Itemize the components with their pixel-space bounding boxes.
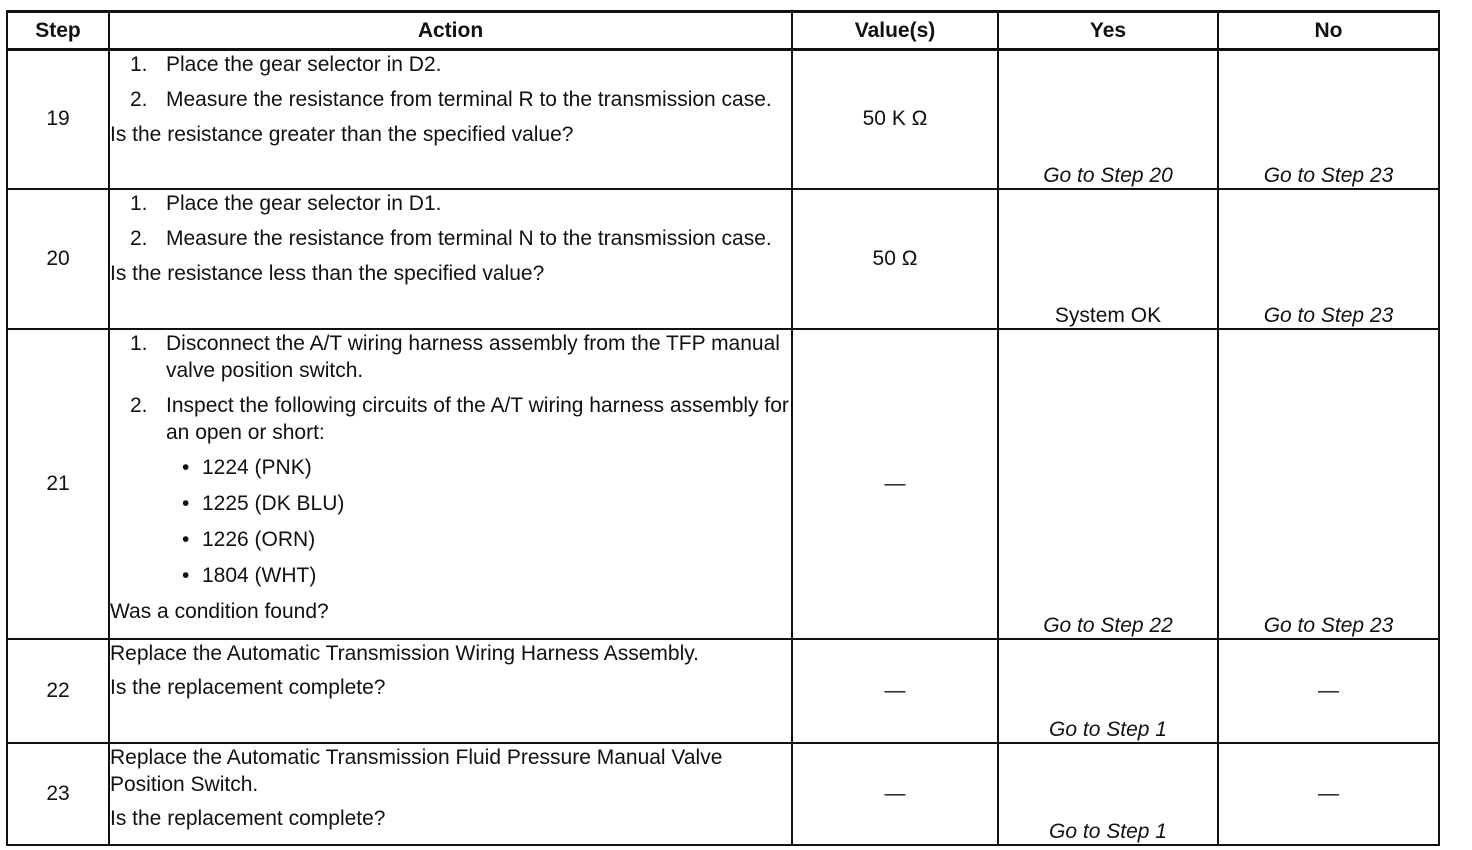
circuit-label: 1226 (ORN)	[202, 527, 316, 551]
action-step	[110, 330, 791, 384]
yes-cell: Go to Step 1	[998, 639, 1218, 743]
action-step	[110, 225, 791, 252]
step-index: 1.	[130, 53, 148, 76]
no-cell: Go to Step 23	[1218, 189, 1439, 329]
step-index: 2.	[130, 393, 148, 417]
step-number: 19	[7, 50, 109, 189]
step-index: 2.	[130, 226, 148, 250]
step-index: 1.	[130, 191, 148, 215]
table-row	[7, 743, 1439, 845]
question-text: Was a condition found?	[110, 599, 329, 623]
circuit-label: 1224 (PNK)	[202, 455, 312, 479]
action-steps	[110, 190, 791, 252]
step-text: Measure the resistance from terminal N to the transmission case.	[166, 226, 772, 250]
step-index: 2.	[130, 88, 148, 111]
step-text: Place the gear selector in D1.	[166, 191, 442, 215]
header-yes: Yes	[998, 12, 1218, 50]
list-item	[166, 562, 791, 589]
action-cell	[109, 639, 792, 743]
no-cell: —	[1218, 743, 1439, 845]
step-text: Inspect the following circuits of the A/T wiring harness assembly for an open or short:	[166, 393, 789, 444]
action-cell	[109, 743, 792, 845]
list-item	[166, 526, 791, 553]
question-text: Is the resistance greater than the specified value?	[110, 123, 574, 146]
step-number: 23	[7, 743, 109, 845]
header-no: No	[1218, 12, 1439, 50]
step-text: Disconnect the A/T wiring harness assembly from the TFP manual valve position switch.	[166, 331, 780, 382]
action-cell	[109, 50, 792, 189]
question-text: Is the replacement complete?	[110, 675, 386, 699]
list-item	[166, 490, 791, 517]
header-step: Step	[7, 12, 109, 50]
step-text: Measure the resistance from terminal R to the transmission case.	[166, 88, 772, 111]
list-item	[166, 454, 791, 481]
diagnostic-table	[6, 10, 1440, 846]
no-cell: Go to Step 23	[1218, 329, 1439, 639]
yes-cell: System OK	[998, 189, 1218, 329]
action-step	[110, 51, 791, 78]
circuit-label: 1804 (WHT)	[202, 563, 317, 587]
bullet-icon: •	[182, 527, 190, 551]
value-cell: 50 K Ω	[792, 50, 998, 189]
value-cell: —	[792, 639, 998, 743]
header-row	[7, 12, 1439, 50]
value-cell: —	[792, 743, 998, 845]
table-row	[7, 50, 1439, 189]
action-step	[110, 86, 791, 113]
step-number: 22	[7, 639, 109, 743]
header-action: Action	[109, 12, 792, 50]
step-text: Place the gear selector in D2.	[166, 53, 442, 76]
action-steps	[110, 330, 791, 589]
step-number: 20	[7, 189, 109, 329]
action-step	[110, 190, 791, 217]
action-cell	[109, 189, 792, 329]
no-cell: —	[1218, 639, 1439, 743]
question-text: Is the resistance less than the specified value?	[110, 261, 545, 285]
bullet-icon: •	[182, 563, 190, 587]
circuit-label: 1225 (DK BLU)	[202, 491, 345, 515]
action-steps	[110, 51, 791, 113]
step-index: 1.	[130, 331, 148, 355]
action-cell	[109, 329, 792, 639]
table-row	[7, 639, 1439, 743]
yes-cell: Go to Step 22	[998, 329, 1218, 639]
circuit-list	[166, 454, 791, 589]
bullet-icon: •	[182, 455, 190, 479]
yes-cell: Go to Step 1	[998, 743, 1218, 845]
yes-cell: Go to Step 20	[998, 50, 1218, 189]
header-values: Value(s)	[792, 12, 998, 50]
value-cell: 50 Ω	[792, 189, 998, 329]
value-cell: —	[792, 329, 998, 639]
step-number: 21	[7, 329, 109, 639]
action-text: Replace the Automatic Transmission Wiring Harness Assembly.	[110, 641, 700, 665]
no-cell: Go to Step 23	[1218, 50, 1439, 189]
question-text: Is the replacement complete?	[110, 806, 386, 830]
table-row	[7, 329, 1439, 639]
table-row	[7, 189, 1439, 329]
bullet-icon: •	[182, 491, 190, 515]
action-step	[110, 392, 791, 589]
action-text: Replace the Automatic Transmission Fluid Pressure Manual Valve Position Switch.	[110, 745, 723, 796]
